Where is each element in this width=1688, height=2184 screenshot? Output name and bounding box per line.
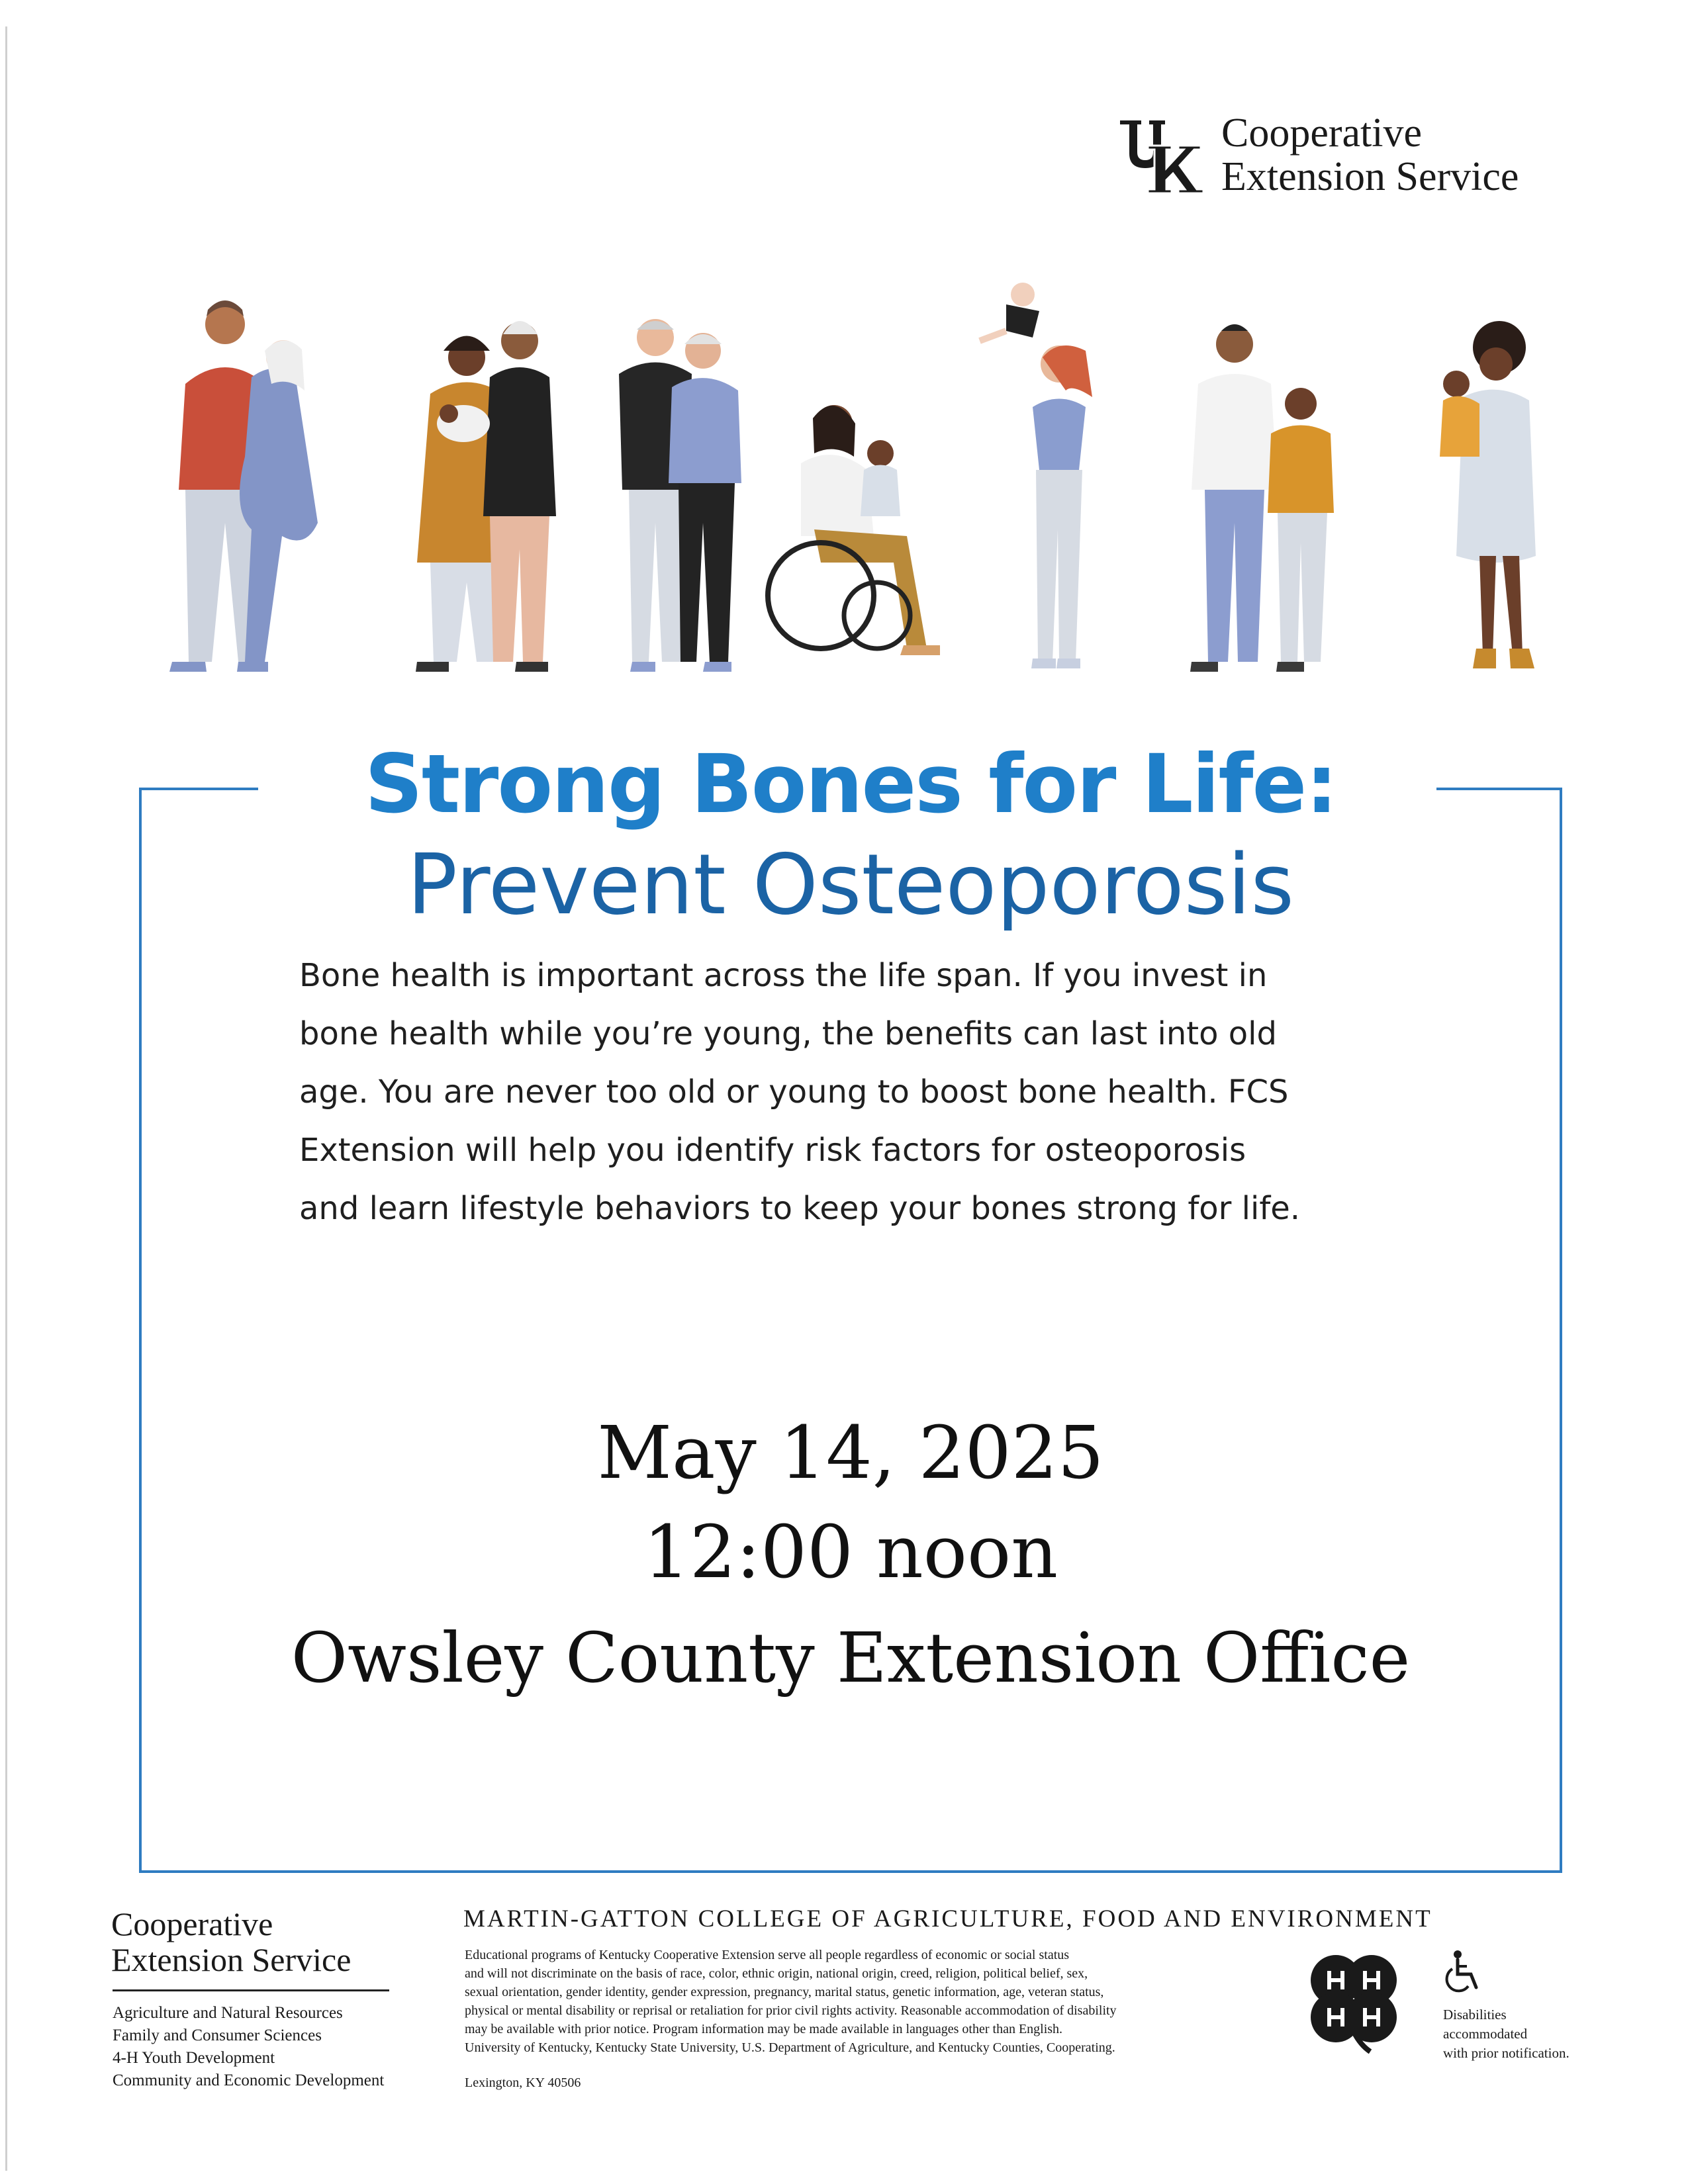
accessibility-line: accommodated [1443,2026,1528,2042]
wheelchair-icon [1443,1949,1483,1995]
disclaimer-line: and will not discriminate on the basis of race, color, ethnic origin, national origin, creed, religion, political belief, sex, [465,1966,1088,1981]
description-line: age. You are never too old or young to boost bone health. FCS [299,1073,1289,1111]
college-name: MARTIN-GATTON COLLEGE OF AGRICULTURE, FOOD AND ENVIRONMENT [463,1905,1432,1933]
frame-top-left-rule [139,788,258,790]
footer-address: Lexington, KY 40506 [465,2075,581,2090]
description-line: Extension will help you identify risk factors for osteoporosis [299,1132,1246,1169]
disclaimer-line: may be available with prior notice. Program information may be made available in languages other than English. [465,2022,1063,2036]
footer-org-name [111,1906,416,1978]
event-location: Owsley County Extension Office [291,1617,1411,1698]
disclaimer-line: University of Kentucky, Kentucky State University, U.S. Department of Agriculture, and Kentucky Counties, Cooperating. [465,2040,1115,2055]
uk-logo-icon [1119,118,1205,196]
header-org-line1: Cooperative [1221,111,1423,156]
accessibility-note [1443,2005,1570,2063]
woman-lifting-baby-figure [980,283,1092,668]
wheelchair-family-figure [768,405,940,655]
families-illustration [132,271,1589,682]
header-org-name [1221,111,1645,199]
event-date: May 14, 2025 [597,1410,1104,1495]
couple-baby-figure [416,321,556,672]
description-line: bone health while you’re young, the benefits can last into old [299,1015,1277,1052]
footer-program-item: Family and Consumer Sciences [113,2026,322,2044]
disclaimer-line: physical or mental disability or reprisal or retaliation for prior civil rights activity. Reasonable accommodation of disability [465,2003,1117,2018]
footer-org-line2: Extension Service [111,1941,352,1978]
nondiscrimination-disclaimer [465,1946,1299,2057]
woman-holding-child-figure [1440,321,1536,668]
footer-org-line1: Cooperative [111,1905,273,1942]
description-line: Bone health is important across the life span. If you invest in [299,957,1268,994]
headline-subtitle: Prevent Osteoporosis [406,836,1295,933]
older-couple-figure [619,319,741,672]
scan-edge [5,26,7,2171]
header-org-line2: Extension Service [1221,154,1519,199]
footer-program-list [113,2002,457,2092]
accessibility-line: Disabilities [1443,2007,1507,2023]
description-paragraph [299,946,1491,1238]
description-line: and learn lifestyle behaviors to keep your bones strong for life. [299,1190,1301,1227]
footer-divider [113,1989,389,1991]
footer-program-item: Agriculture and Natural Resources [113,2004,343,2022]
headline-title: Strong Bones for Life: [364,737,1336,831]
footer-program-item: Community and Economic Development [113,2071,385,2089]
man-and-boy-figure [1190,324,1334,672]
accessibility-line: with prior notification. [1443,2045,1570,2061]
disclaimer-line: Educational programs of Kentucky Cooperative Extension serve all people regardless of economic or social status [465,1948,1070,1962]
4h-clover-icon [1297,1946,1410,2058]
footer-program-item: 4-H Youth Development [113,2049,275,2067]
frame-top-right-rule [1436,788,1562,790]
event-time: 12:00 noon [643,1510,1058,1594]
couple-pregnant-figure [169,300,318,672]
disclaimer-line: sexual orientation, gender identity, gender expression, pregnancy, marital status, genetic information, age, veteran status, [465,1985,1104,1999]
